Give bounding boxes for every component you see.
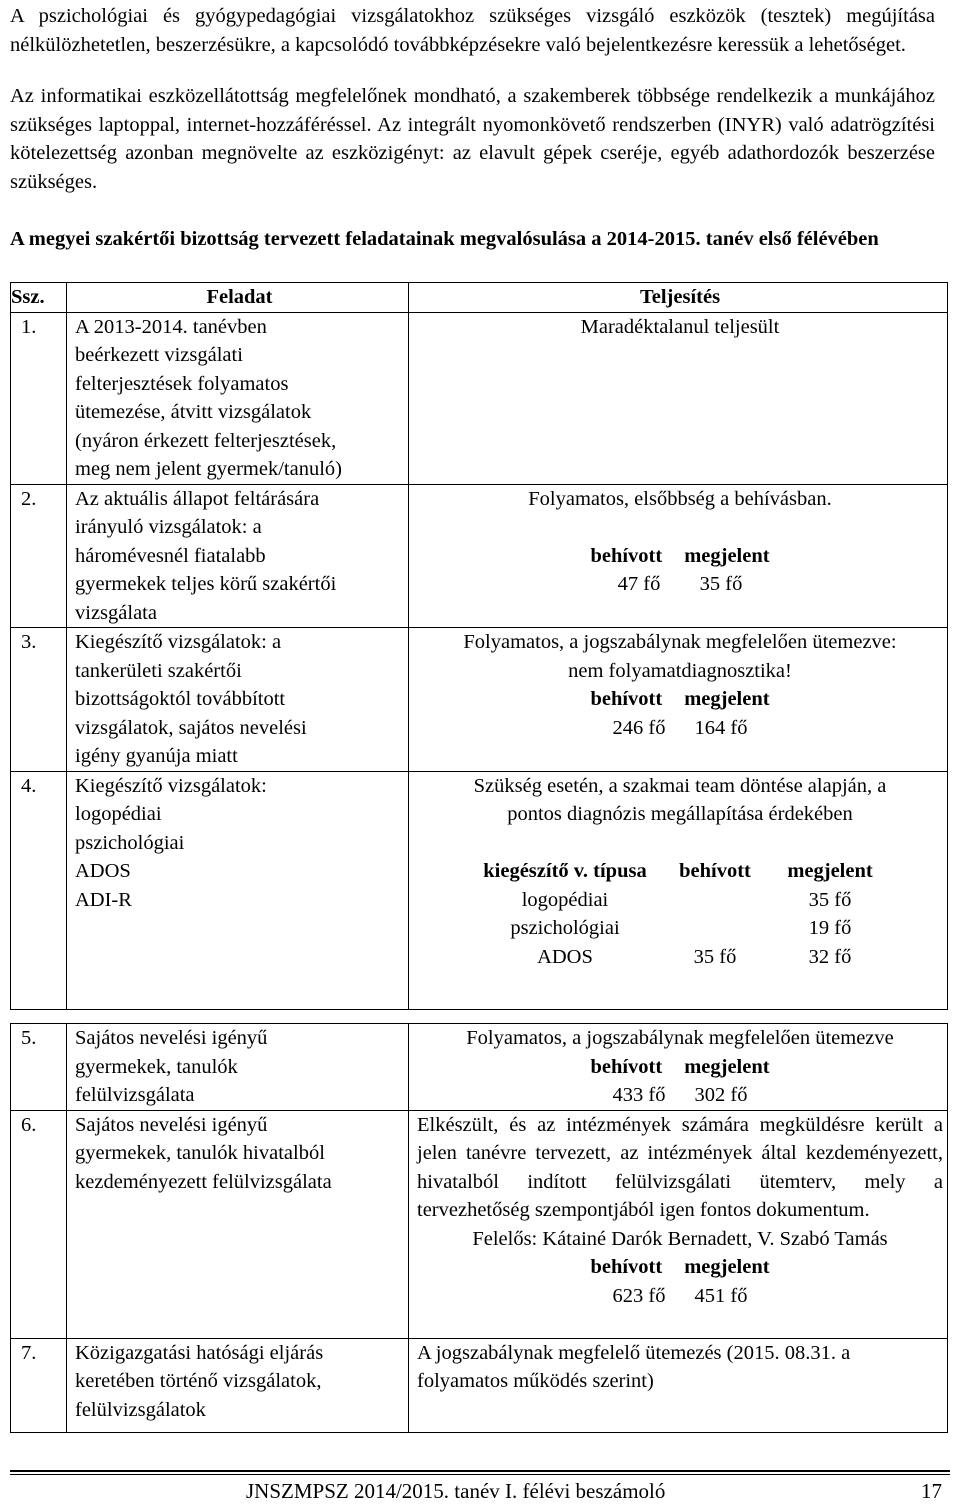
tasks-table [10,282,948,1010]
table-row [11,484,948,628]
table-row [11,1110,948,1338]
type-name: logopédiai [521,888,609,911]
task-line: igény gyanúja miatt [75,745,238,767]
task-line: vizsgálata [75,601,157,624]
row-result [409,312,948,484]
type-name: ADOS [537,945,593,968]
row-number: 5. [11,1024,67,1111]
present-value: 35 fő [699,573,743,595]
called-label: behívott [590,1055,663,1078]
present-value: 164 fő [694,716,748,739]
result-text: Maradéktalanul teljesült [580,315,780,338]
row-task [67,1338,409,1432]
row-task [67,1024,409,1111]
result-text: A jogszabálynak megfelelő ütemezés (2015. 08.31. a folyamatos működés szerint) [417,1341,851,1392]
intro-paragraph-2: Az informatikai eszközellátottság megfelelőnek mondható, a szakemberek többsége rendelkezik a munkájához szükséges laptoppal, internet-hozzáféréssel. Az integrált nyomonkövető rendszerben (INYR) való adatrögzítési kötelezettség azonban megnövelte az eszközigényt: az elavult gépek cseréje, egyéb adathordozók beszerzése szükséges. [10,85,935,193]
task-line: ADOS [75,860,131,882]
present-label: megjelent [684,544,770,567]
section-heading: A megyei szakértői bizottság tervezett feladatainak megvalósulása a 2014-2015. tanév első félévében [10,228,879,250]
stat-header [417,542,943,571]
row-result [409,1024,948,1111]
task-line: A 2013-2014. tanévben [75,315,267,338]
present-value: 451 fő [694,1284,748,1307]
row-result [409,1338,948,1432]
called-value: 623 fő [612,1284,666,1307]
called-value: 47 fő [617,573,661,595]
present-label: megjelent [684,1256,770,1278]
task-line: (nyáron érkezett felterjesztések, [75,429,337,452]
task-line: gyermekek, tanulók [75,1055,238,1078]
row-result [409,771,948,1009]
task-line: felülvizsgálata [75,1084,195,1106]
task-line: keretében történő vizsgálatok, [75,1370,322,1392]
called-label: behívott [590,1256,663,1278]
stat-header [417,1253,943,1282]
task-line: irányuló vizsgálatok: a [75,516,262,538]
row-task [67,771,409,1009]
present-label: megjelent [684,1055,770,1078]
task-line: beérkezett vizsgálati [75,344,243,366]
task-line: Kiegészítő vizsgálatok: [75,774,267,797]
result-text: Folyamatos, a jogszabálynak megfelelően ütemezve [466,1027,894,1049]
stat-values [417,570,943,599]
footer-divider-thin [10,1474,950,1475]
table-row [11,1338,948,1432]
header-ssz: Ssz. [11,283,67,313]
row-task [67,1110,409,1338]
task-line: pszichológiai [75,831,185,854]
row-number: 3. [11,628,67,772]
stat-header [417,1053,943,1082]
called-value: 246 fő [612,716,666,739]
spacer [417,513,943,542]
stat-header [417,685,943,714]
called-value [660,886,770,915]
row-number: 1. [11,312,67,484]
present-value: 302 fő [694,1084,748,1106]
task-line: ütemezése, átvitt vizsgálatok [75,401,312,423]
footer-divider [10,1470,950,1472]
result-text: Folyamatos, a jogszabálynak megfelelően ütemezve: [463,631,897,653]
row-task [67,628,409,772]
task-line: logopédiai [75,803,162,825]
present-label: megjelent [684,688,770,710]
row-number: 2. [11,484,67,628]
row-result [409,484,948,628]
stat-values [417,1282,943,1311]
row-result [409,1110,948,1338]
present-value: 32 fő [808,945,852,968]
type-name: pszichológiai [510,917,620,939]
row-number: 4. [11,771,67,1009]
stat-values [417,714,943,743]
task-line: Sajátos nevelési igényű [75,1113,268,1136]
task-line: ADI-R [75,888,132,911]
task-line: Sajátos nevelési igényű [75,1027,268,1049]
task-line: felülvizsgálatok [75,1398,206,1421]
header-teljesites: Teljesítés [409,283,948,313]
present-value: 35 fő [808,888,852,911]
row-task [67,312,409,484]
called-value: 35 fő [693,945,737,968]
header-feladat: Feladat [67,283,409,313]
task-line: gyermekek, tanulók hivatalból [75,1142,325,1164]
table-row [11,771,948,1009]
called-value: 433 fő [612,1084,666,1106]
called-label: behívott [679,860,751,882]
result-text: Folyamatos, elsőbbség a behívásban. [528,487,832,510]
task-line: bizottságoktól továbbított [75,688,286,710]
task-line: gyermekek teljes körű szakértői [75,573,337,595]
called-value [660,914,770,943]
task-line: háromévesnél fiatalabb [75,544,266,567]
task-line: Közigazgatási hatósági eljárás [75,1341,324,1364]
result-text: nem folyamatdiagnosztika! [568,659,792,682]
spacer [417,829,943,858]
task-line: Kiegészítő vizsgálatok: a [75,631,282,653]
row-task [67,484,409,628]
called-label: behívott [590,688,663,710]
present-label: megjelent [787,860,873,882]
stat-values [417,1081,943,1110]
present-value: 19 fő [808,917,852,939]
tasks-table-continued [10,1023,948,1433]
task-line: vizsgálatok, sajátos nevelési [75,716,307,739]
task-line: Az aktuális állapot feltárására [75,487,320,510]
type-table [417,857,943,971]
table-row [11,628,948,772]
type-header: kiegészítő v. típusa [483,860,647,882]
table-header-row [11,283,948,313]
table-row [11,1024,948,1111]
called-label: behívott [590,544,663,567]
table-row [11,312,948,484]
responsible-text: Felelős: Kátainé Darók Bernadett, V. Szabó Tamás [472,1227,888,1250]
task-line: kezdeményezett felülvizsgálata [75,1170,332,1193]
row-number: 7. [11,1338,67,1432]
page-number: 17 [921,1479,942,1503]
task-line: meg nem jelent gyermek/tanuló) [75,458,342,480]
intro-paragraph-1: A pszichológiai és gyógypedagógiai vizsgálatokhoz szükséges vizsgáló eszközök (tesztek) megújítása nélkülözhetetlen, beszerzésükre, a kapcsolódó továbbképzésekre való bejelentkezésre keressük a lehetőséget. [10,5,935,56]
task-line: tankerületi szakértői [75,659,242,682]
result-text: Szükség esetén, a szakmai team döntése alapján, a [473,774,887,797]
row-result [409,628,948,772]
footer-title: JNSZMPSZ 2014/2015. tanév I. félévi beszámoló [246,1479,666,1503]
row-number: 6. [11,1110,67,1338]
task-line: felterjesztések folyamatos [75,372,289,395]
result-text: Elkészült, és az intézmények számára megküldésre került a jelen tanévre tervezett, az intézmények által kezdeményezett, hivatalból indított felülvizsgálati ütemterv, mely a tervezhetőség szempontjából igen fontos dokumentum. [417,1113,943,1221]
result-text: pontos diagnózis megállapítása érdekében [507,803,853,825]
